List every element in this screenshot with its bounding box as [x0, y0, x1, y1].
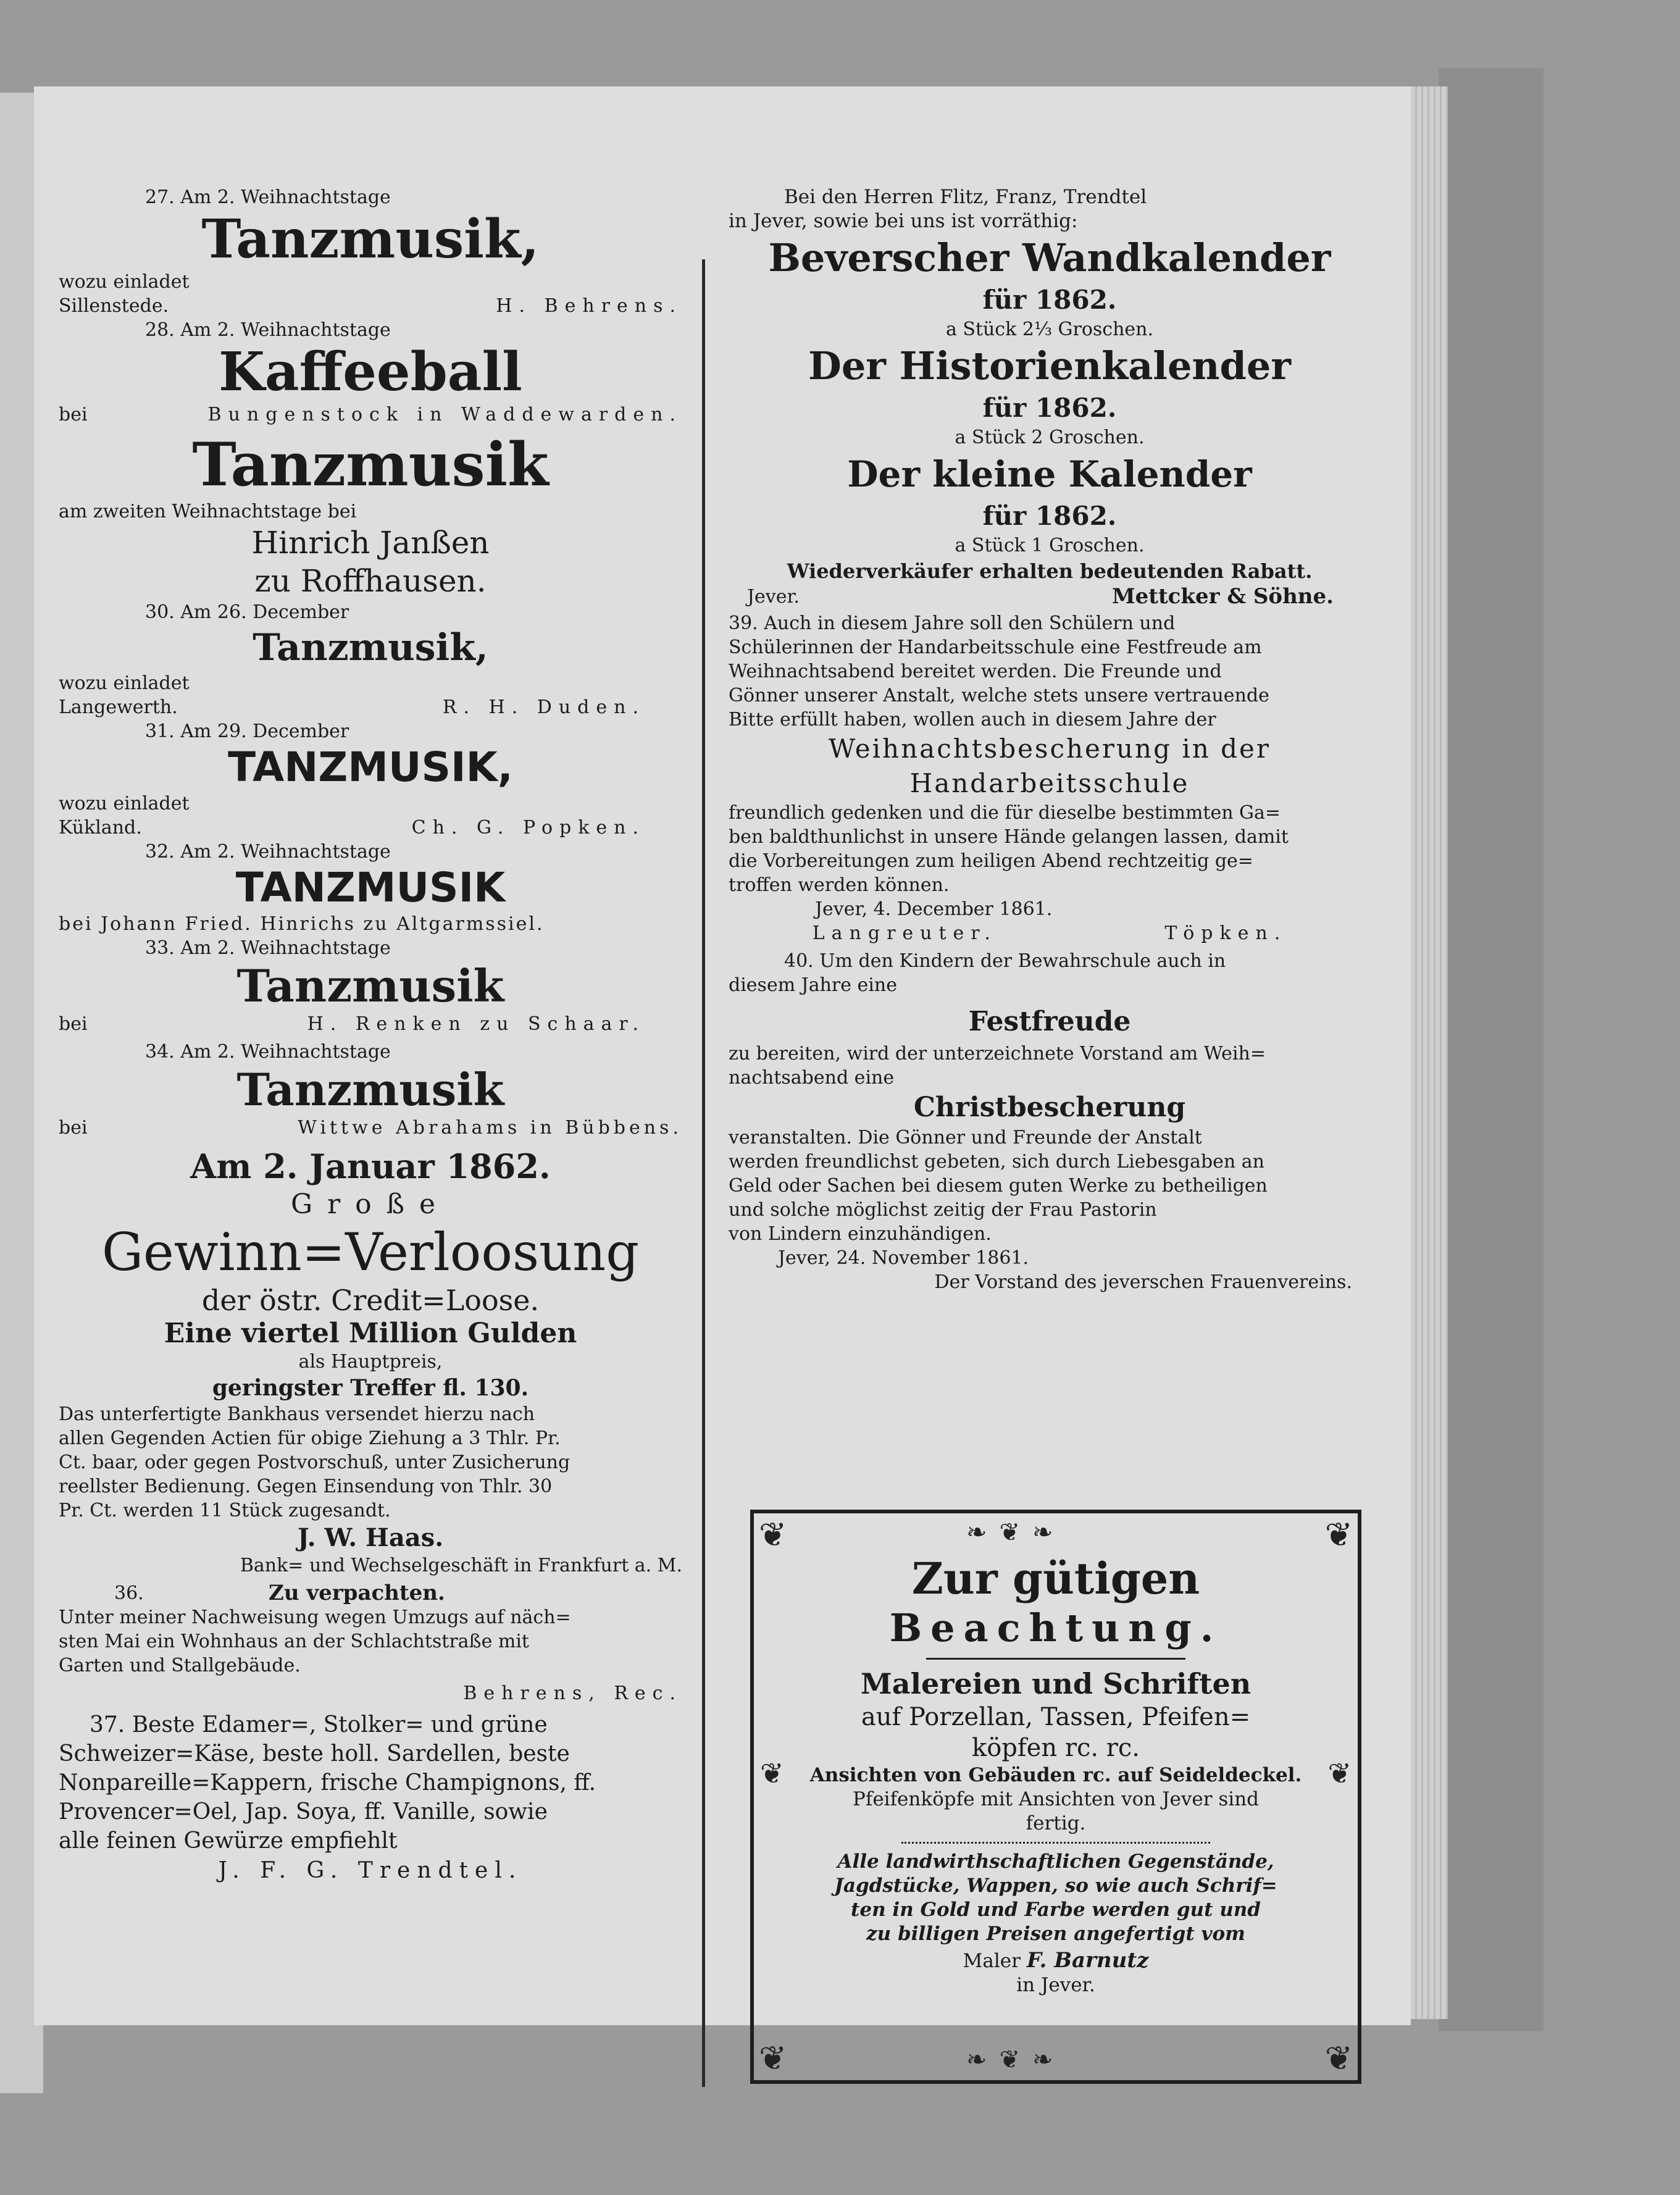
ad-40-date: Jever, 24. November 1861.: [778, 1247, 1029, 1269]
framed-ad-heading: Malereien und Schriften: [860, 1667, 1252, 1700]
framed-ad-rule: [926, 1658, 1185, 1660]
ad-39-date: Jever, 4. December 1861.: [815, 898, 1053, 920]
ad-27-header: 27. Am 2. Weihnachtstage: [145, 186, 391, 208]
ad-27-text: wozu einladet: [59, 271, 190, 293]
kal-year-2: für 1862.: [982, 393, 1117, 423]
right-column: [729, 185, 1371, 1294]
ad-tanz-place: zu Roffhausen.: [254, 563, 487, 599]
frame-top-border: [750, 1510, 1361, 1513]
ornament-corner-icon: ❦: [759, 2039, 787, 2078]
framed-advertisement: [750, 1510, 1361, 2084]
ad-30-text: wozu einladet: [59, 672, 190, 694]
lottery-subtitle: der östr. Credit=Loose.: [201, 1284, 540, 1317]
kal-year-3: für 1862.: [982, 501, 1117, 531]
ad-39-heading-1: Weihnachtsbescherung in der: [829, 734, 1271, 764]
framed-ad-content: [787, 1553, 1324, 1997]
ad-40-heading-1: Festfreude: [968, 1006, 1131, 1037]
ad-tanz-name: Hinrich Janßen: [251, 525, 490, 561]
framed-ad-dotted-rule: [901, 1842, 1210, 1844]
frame-right-border: [1358, 1510, 1361, 2084]
ad-33-title: Tanzmusik: [236, 960, 504, 1012]
ad-40-sign: Der Vorstand des jeverschen Frauenvereins.: [934, 1271, 1352, 1293]
ad-37-body: 37. Beste Edamer=, Stolker= und grüne Schweizer=Käse, beste holl. Sardellen, beste Nonpareille=Kappern, frische Champignons, ff. Provencer=Oel, Jap. Soya, ff. Vanille, sowie alle feinen Gewürze empfiehlt: [59, 1712, 596, 1854]
ad-40-body: 40. Um den Kindern der Bewahrschule auch in diesem Jahre eine: [729, 950, 1226, 996]
ad-30-sign: Langewerth. R. H. Duden.: [59, 696, 645, 718]
kal-intro-2: in Jever, sowie bei uns ist vorräthig:: [729, 210, 1078, 232]
ad-39-body: 39. Auch in diesem Jahre soll den Schülern und Schülerinnen der Handarbeitsschule eine Festfreude am Weihnachtsabend bereitet werden. Die Freunde und Gönner unserer Anstalt, welche stets unsere vertrauende Bitte erfüllt haben, wollen auch in diesem Jahre der: [729, 613, 1269, 730]
ad-32-text: bei Johann Fried. Hinrichs zu Altgarmssiel.: [59, 913, 545, 935]
ad-40-body-3: veranstalten. Die Gönner und Freunde der Anstalt werden freundlichst gebeten, sich durch Liebesgaben an Geld oder Sachen bei diesem guten Werke zu betheiligen und solche möglichst zeitig der Frau Pastorin von Lindern einzuhändigen.: [729, 1127, 1268, 1245]
framed-ad-line-4: Pfeifenköpfe mit Ansichten von Jever sind: [852, 1788, 1260, 1810]
ad-28-header: 28. Am 2. Weihnachtstage: [145, 319, 391, 341]
ad-36-header: 36. Zu verpachten.: [114, 1581, 445, 1605]
ad-34-title: Tanzmusik: [236, 1063, 504, 1116]
framed-ad-maker: Maler F. Barnutz: [963, 1948, 1149, 1973]
ad-34-sign: bei Wittwe Abrahams in Bübbens.: [59, 1117, 682, 1139]
framed-ad-body-2: Jagdstücke, Wappen, so wie auch Schrif=: [834, 1875, 1277, 1897]
kal-historienkalender: Der Historienkalender: [808, 343, 1291, 388]
ad-30-header: 30. Am 26. December: [145, 601, 349, 623]
lottery-date: Am 2. Januar 1862.: [190, 1147, 551, 1186]
ad-37-sign: J. F. G. Trendtel.: [218, 1858, 523, 1883]
frame-bottom-border: [750, 2080, 1361, 2084]
kal-year-1: für 1862.: [982, 285, 1117, 315]
ornament-side-icon: ❦: [760, 1757, 784, 1790]
lottery-title: Gewinn=Verloosung: [101, 1222, 640, 1282]
kal-wandkalender: Beverscher Wandkalender: [768, 235, 1331, 280]
kal-price-2: a Stück 2 Groschen.: [955, 427, 1145, 448]
kal-kleiner-kalender: Der kleine Kalender: [847, 453, 1252, 495]
lottery-prize: Eine viertel Million Gulden: [164, 1318, 577, 1349]
lottery-firm: J. W. Haas.: [297, 1523, 444, 1552]
ad-31-header: 31. Am 29. December: [145, 721, 349, 742]
kal-rabatt: Wiederverkäufer erhalten bedeutenden Rabatt.: [787, 559, 1313, 583]
ad-28-title: Kaffeeball: [219, 341, 522, 403]
framed-ad-body-4: zu billigen Preisen angefertigt vom: [866, 1923, 1245, 1945]
ad-39-heading-2: Handarbeitsschule: [909, 768, 1190, 798]
column-divider: [702, 259, 705, 2087]
left-column: [59, 185, 682, 1886]
ad-33-header: 33. Am 2. Weihnachtstage: [145, 937, 391, 959]
ad-27-sign: Sillenstede. H. Behrens.: [59, 295, 682, 317]
lottery-grosse: Große: [290, 1189, 451, 1220]
ad-33-sign: bei H. Renken zu Schaar.: [59, 1013, 645, 1035]
framed-ad-maker-place: in Jever.: [1016, 1974, 1095, 1996]
ornament-corner-icon: ❦: [759, 1515, 787, 1554]
framed-ad-body-1: Alle landwirthschaftlichen Gegenstände,: [837, 1850, 1274, 1873]
ad-40-heading-2: Christbescherung: [913, 1092, 1186, 1123]
kal-sign: Jever. Mettcker & Söhne.: [747, 584, 1334, 609]
frame-left-border: [750, 1510, 754, 2084]
ornament-corner-icon: ❦: [1324, 2039, 1353, 2078]
page-stack-edge: [1405, 86, 1448, 2019]
book-cover: [1439, 68, 1544, 2031]
lottery-main: als Hauptpreis,: [298, 1351, 443, 1373]
ad-36-sign: Behrens, Rec.: [463, 1683, 682, 1704]
framed-ad-title-2: Beachtung.: [889, 1605, 1222, 1650]
newspaper-page: [34, 86, 1411, 2078]
ad-36-body: Unter meiner Nachweisung wegen Umzugs auf näch= sten Mai ein Wohnhaus an der Schlachtstraße mit Garten und Stallgebäude.: [59, 1607, 571, 1676]
ad-34-header: 34. Am 2. Weihnachtstage: [145, 1041, 391, 1063]
lottery-body: Das unterfertigte Bankhaus versendet hierzu nach allen Gegenden Actien für obige Ziehung a 3 Thlr. Pr. Ct. baar, oder gegen Postvorschuß, unter Zusicherung reellster Bedienung. Gegen Einsendung von Thlr. 30 Pr. Ct. werden 11 Stück zugesandt.: [59, 1403, 570, 1521]
lottery-place: Bank= und Wechselgeschäft in Frankfurt a. M.: [240, 1555, 682, 1576]
framed-ad-body-3: ten in Gold und Farbe werden gut und: [851, 1899, 1261, 1921]
ornament-side-icon: ❦: [1327, 1757, 1352, 1790]
ad-39-sign: Langreuter. Töpken.: [812, 922, 1287, 944]
ad-32-header: 32. Am 2. Weihnachtstage: [145, 841, 391, 863]
ad-tanz-text: am zweiten Weihnachtstage bei: [59, 501, 357, 522]
ad-39-body-2: freundlich gedenken und die für dieselbe bestimmten Ga= ben baldthunlichst in unsere Hände gelangen lassen, damit die Vorbereitungen zum heiligen Abend rechtzeitig ge= troffen werden können.: [729, 802, 1289, 896]
framed-ad-line-5: fertig.: [1026, 1812, 1086, 1834]
framed-ad-title-1: Zur gütigen: [911, 1553, 1200, 1604]
ornament-vine-icon: ❧❦❧: [966, 1518, 1066, 1547]
ad-31-text: wozu einladet: [59, 793, 190, 814]
kal-price-3: a Stück 1 Groschen.: [955, 535, 1145, 556]
framed-ad-line-3: Ansichten von Gebäuden rc. auf Seideldeckel.: [809, 1764, 1302, 1786]
ad-32-title: TANZMUSIK: [235, 864, 506, 911]
ad-28-sign: bei Bungenstock in Waddewarden.: [59, 404, 682, 425]
ornament-corner-icon: ❦: [1324, 1515, 1353, 1554]
kal-intro-1: Bei den Herren Flitz, Franz, Trendtel: [784, 186, 1147, 208]
lottery-min: geringster Treffer fl. 130.: [212, 1375, 529, 1401]
ad-31-title: TANZMUSIK,: [228, 743, 513, 791]
ad-30-title: Tanzmusik,: [253, 626, 488, 669]
framed-ad-line-1: auf Porzellan, Tassen, Pfeifen=: [861, 1703, 1251, 1731]
ad-tanz-title: Tanzmusik: [192, 430, 549, 500]
ornament-vine-icon: ❧❦❧: [966, 2046, 1066, 2074]
ad-31-sign: Kükland. Ch. G. Popken.: [59, 817, 645, 838]
ad-40-body-2: zu bereiten, wird der unterzeichnete Vorstand am Weih= nachtsabend eine: [729, 1043, 1266, 1089]
framed-ad-line-2: köpfen rc. rc.: [971, 1734, 1140, 1762]
ad-27-title: Tanzmusik,: [201, 208, 540, 270]
kal-price-1: a Stück 2⅓ Groschen.: [945, 319, 1154, 340]
